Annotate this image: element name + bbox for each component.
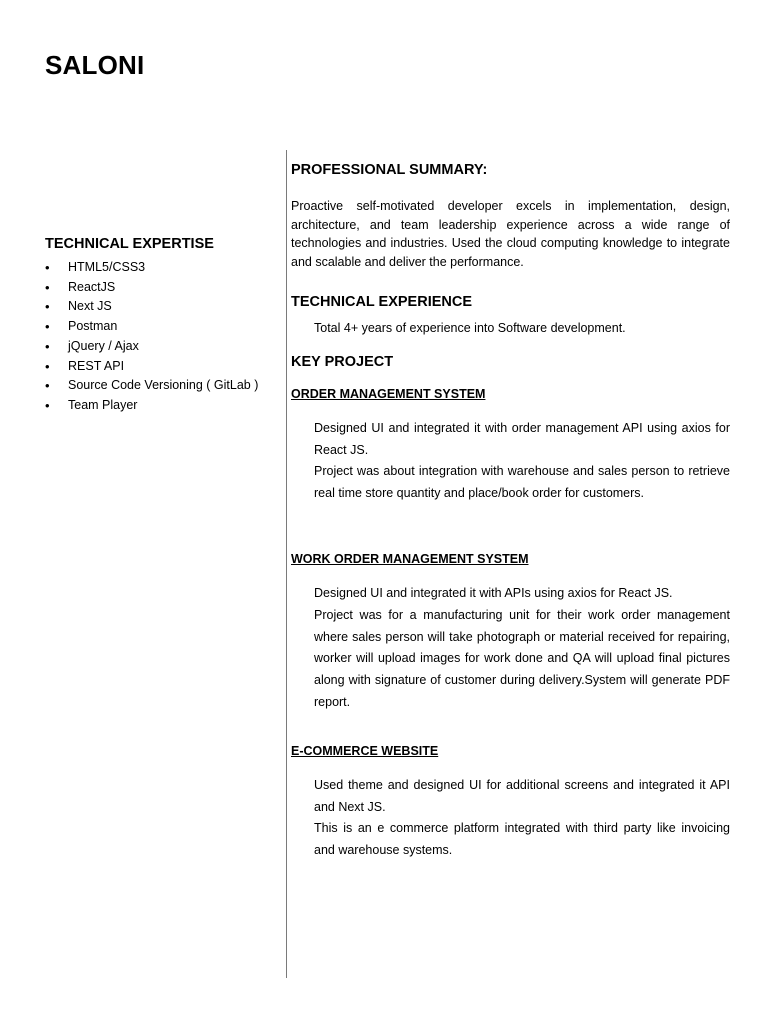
skill-item: • Team Player	[45, 396, 280, 416]
candidate-name: SALONI	[45, 50, 145, 80]
skill-list	[45, 258, 280, 416]
main-column	[291, 162, 730, 862]
technical-expertise-section	[45, 236, 280, 416]
project-line: Project was about integration with warehouse and sales person to retrieve real time store quantity and place/book order for customers.	[314, 464, 730, 501]
skill-item: • HTML5/CSS3	[45, 258, 280, 278]
project-work-order-management	[291, 550, 730, 714]
project-ecommerce-website	[291, 742, 730, 862]
key-project-heading: KEY PROJECT	[291, 353, 394, 370]
skill-item: • jQuery / Ajax	[45, 337, 280, 357]
project-line: Project was for a manufacturing unit for their work order management where sales person will take photograph or material received for repairing, worker will upload images for work done and QA will upload final pictures along with signature of customer during delivery.System will generate PDF report.	[314, 607, 730, 709]
project-title: WORK ORDER MANAGEMENT SYSTEM	[291, 552, 529, 566]
project-description	[314, 775, 730, 862]
project-description	[314, 418, 730, 505]
professional-summary-heading: PROFESSIONAL SUMMARY:	[291, 162, 488, 178]
skill-item: • Postman	[45, 317, 280, 337]
project-title: ORDER MANAGEMENT SYSTEM	[291, 386, 486, 401]
technical-expertise-heading: TECHNICAL EXPERTISE	[45, 236, 214, 252]
project-line: Used theme and designed UI for additional screens and integrated it API and Next JS.	[314, 777, 730, 814]
skill-item: • Source Code Versioning ( GitLab )	[45, 376, 280, 396]
professional-summary-text: Proactive self-motivated developer excels in implementation, design, architecture, and team leadership experience across a wide range of technologies and industries. Used the cloud computing knowledge to integrate and scalable and deliver the performance.	[291, 199, 730, 270]
skill-item: • REST API	[45, 357, 280, 377]
skill-item: • ReactJS	[45, 278, 280, 298]
column-divider	[286, 150, 287, 978]
skill-item: • Next JS	[45, 297, 280, 317]
project-order-management	[291, 385, 730, 505]
technical-experience-text: Total 4+ years of experience into Software development.	[314, 320, 626, 335]
project-line: Designed UI and integrated it with APIs using axios for React JS.	[314, 586, 673, 600]
project-title: E-COMMERCE WEBSITE	[291, 743, 439, 758]
technical-experience-heading: TECHNICAL EXPERIENCE	[291, 293, 473, 310]
project-line: This is an e commerce platform integrated with third party like invoicing and warehouse systems.	[314, 821, 730, 858]
project-line: Designed UI and integrated it with order management API using axios for React JS.	[314, 420, 730, 457]
project-description	[314, 583, 730, 714]
